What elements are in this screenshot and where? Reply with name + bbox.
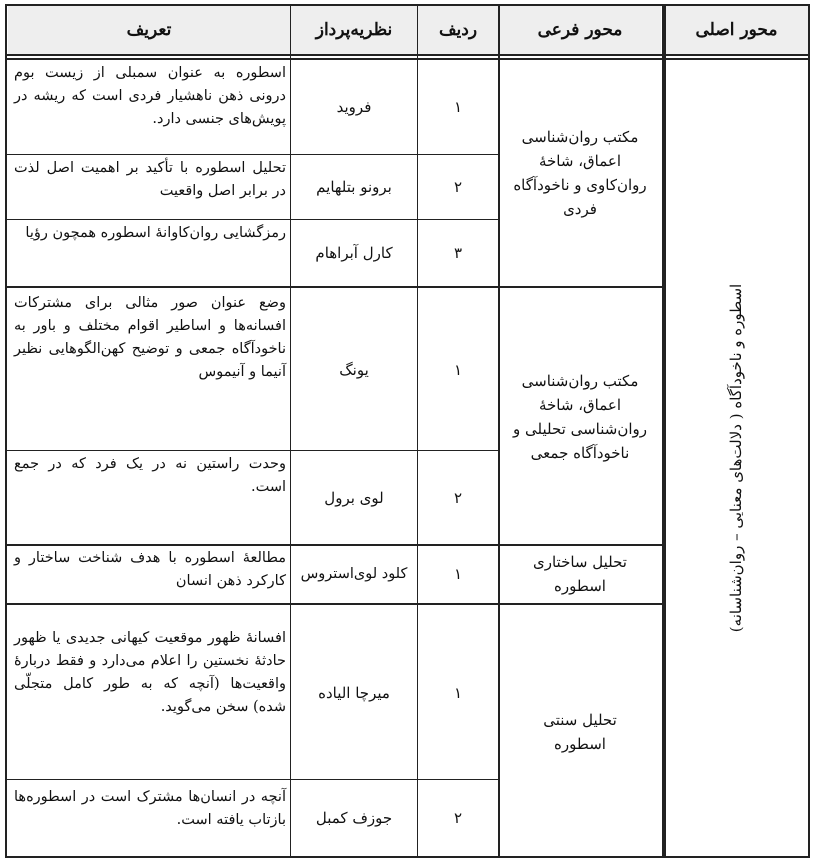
header-row-number: ردیف — [418, 6, 498, 54]
row-sep-1 — [5, 154, 499, 155]
header-divider-main-2 — [664, 58, 810, 60]
header-main-axis: محور اصلی — [665, 6, 808, 54]
definition-levy-bruhl: وحدت راستین نه در یک فرد که در جمع است. — [14, 456, 286, 495]
theorist-jung: یونگ — [339, 361, 369, 379]
definition-abraham: رمزگشایی روان‌کاوانهٔ اسطوره همچون رؤیا — [25, 225, 286, 241]
theorist-eliade: میرچا الیاده — [318, 684, 390, 702]
row-sep-2 — [5, 219, 499, 220]
row-sep-6 — [5, 779, 499, 780]
theorist-campbell: جوزف کمبل — [315, 809, 393, 827]
border-bottom-main — [664, 856, 810, 858]
col-sep-row — [498, 4, 500, 858]
definition-levi-strauss: مطالعهٔ اسطوره با هدف شناخت ساختار و کارکرد ذهن انسان — [14, 550, 286, 589]
header-theorist: نظریه‌پرداز — [291, 6, 417, 54]
main-axis-text: اسطوره و ناخودآگاه ( دلالت‌های معنایی – روان‌شناسانه) — [727, 283, 746, 633]
row-number-2-2: ۲ — [453, 488, 463, 507]
header-divider — [5, 54, 664, 56]
border-top — [5, 4, 664, 6]
row-number-1-3: ۳ — [453, 244, 463, 262]
row-number-3-1: ۱ — [453, 565, 463, 583]
row-number-4-2: ۲ — [453, 809, 463, 827]
col-sep-theorist — [417, 4, 418, 858]
sub-axis-group-4: تحلیل سنتی اسطوره — [543, 710, 617, 753]
row-number-1-2: ۲ — [453, 178, 463, 196]
sub-axis-group-3: تحلیل ساختاری اسطوره — [533, 553, 627, 595]
theorist-bettelheim: برونو بتلهایم — [316, 178, 392, 196]
row-number-4-1: ۱ — [453, 684, 463, 702]
definition-freud: اسطوره به عنوان سمبلی از زیست بوم درونی ذهن ناهشیار فردی است که ریشه در پویش‌های جنسی دارد. — [14, 65, 286, 127]
group-sep-2 — [5, 544, 664, 546]
definition-bettelheim: تحلیل اسطوره با تأکید بر اهمیت اصل لذت در برابر اصل واقعیت — [14, 160, 286, 199]
sub-axis-group-1: مکتب روان‌شناسی اعماق، شاخهٔ روان‌کاوی و ناخودآگاه فردی — [513, 128, 647, 218]
group-sep-3 — [5, 603, 664, 605]
row-number-2-1: ۱ — [453, 361, 463, 379]
border-right — [808, 4, 810, 858]
header-definition: تعریف — [8, 6, 290, 54]
definition-campbell: آنچه در انسان‌ها مشترک است در اسطوره‌ها بازتاب یافته است. — [14, 789, 286, 828]
definition-eliade: افسانهٔ ظهور موقعیت کیهانی جدیدی یا ظهور حادثهٔ نخستین را اعلام می‌دارد و فقط دربارهٔ واقعیت‌ها (آنچه که به طور کامل متجلّی شده) سخن می‌گوید. — [14, 630, 286, 715]
definition-jung: وضع عنوان صور مثالی برای مشترکات افسانه‌ها و اساطیر اقوام مختلف و باور به ناخودآگاه جمعی و توضیح کهن‌الگوهایی نظیر آنیما و آنیموس — [14, 295, 286, 380]
border-main-left — [664, 4, 666, 858]
col-sep-definition — [290, 4, 291, 858]
row-sep-4 — [5, 450, 499, 451]
border-top-main — [664, 4, 810, 6]
header-divider-2 — [5, 58, 664, 60]
main-axis-cell — [665, 60, 808, 856]
sub-axis-group-2: مکتب روان‌شناسی اعماق، شاخهٔ روان‌شناسی تحلیلی و ناخودآگاه جمعی — [512, 372, 647, 462]
border-left — [5, 4, 7, 858]
theorist-freud: فروید — [336, 98, 372, 116]
theorist-levi-strauss: کلود لوی‌استروس — [300, 566, 408, 582]
row-number-1-1: ۱ — [453, 98, 463, 116]
theorist-abraham: کارل آبراهام — [315, 244, 393, 262]
header-divider-main — [664, 54, 810, 56]
header-sub-axis: محور فرعی — [499, 6, 661, 54]
theorist-levy-bruhl: لوی برول — [324, 488, 384, 507]
border-bottom — [5, 856, 664, 858]
group-sep-1 — [5, 286, 664, 288]
